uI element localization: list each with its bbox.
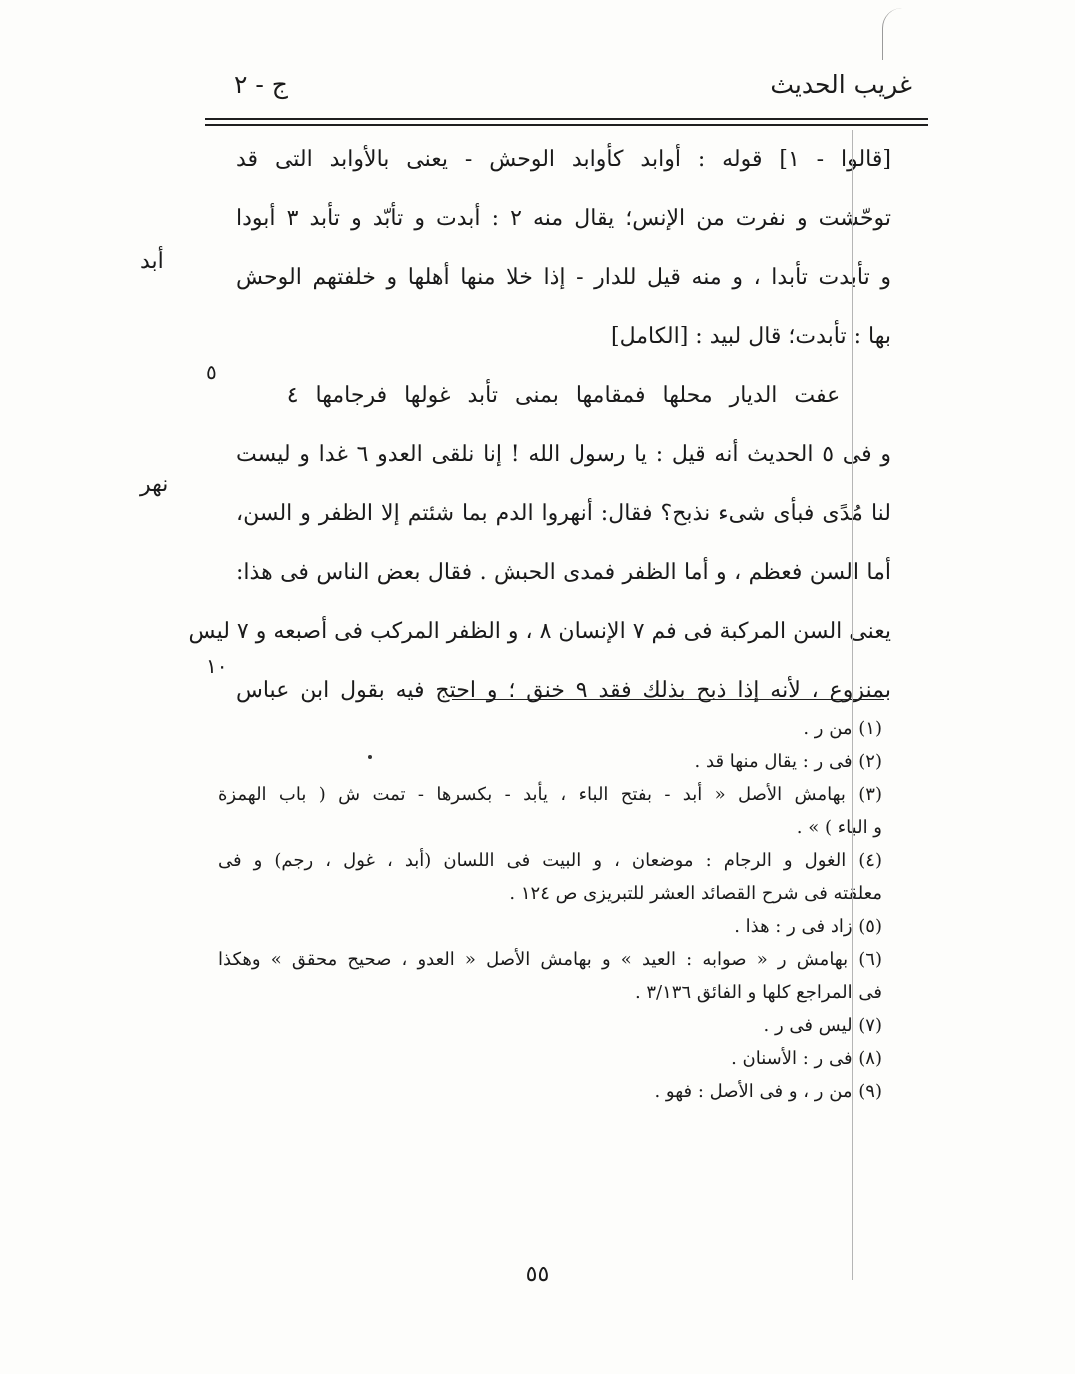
poem-verse: عفت الديار محلها فمقامها بمنى تأبد غولها فرجامها ٤ bbox=[286, 383, 841, 408]
footnote: (٩) من ر ، و فى الأصل : فهو . bbox=[654, 1081, 882, 1102]
running-header bbox=[200, 58, 920, 108]
footnote: (١) من ر . bbox=[803, 718, 882, 739]
page-crease bbox=[882, 8, 903, 60]
footnote-continuation: معلقته فى شرح القصائد العشر للتبريزى ص ١٢٤ . bbox=[509, 883, 882, 904]
text-line: و تأبدت تأبدا ، و منه قيل للدار - إذا خلا منها أهلها و خلفتهم الوحش bbox=[236, 265, 891, 290]
header-rule-bottom bbox=[205, 124, 928, 126]
margin-keyword-abad: أبد bbox=[140, 249, 164, 274]
footnote: (٨) فى ر : الأسنان . bbox=[731, 1048, 882, 1069]
header-rule-top bbox=[205, 118, 928, 120]
text-line: أما السن فعظم ، و أما الظفر فمدى الحبش . فقال بعض الناس فى هذا: bbox=[236, 560, 891, 585]
footnote: (٥) زاد فى ر : هذا . bbox=[734, 916, 882, 937]
footnote: (٦) بهامش ر « صوابه : العيد » و بهامش الأصل « العدو ، صحيح محقق » وهكذا bbox=[218, 949, 882, 970]
text-line: [قالوا - ١] قوله : أوابد كأوابد الوحش - يعنى بالأوابد التى قد bbox=[236, 147, 891, 172]
book-title: غريب الحديث bbox=[770, 70, 912, 99]
text-line: و فى ٥ الحديث أنه قيل : يا رسول الله ! إنا نلقى العدو ٦ غدا و ليست bbox=[236, 442, 891, 467]
footnote-continuation: و الباء ) » . bbox=[796, 817, 882, 838]
text-line: بمنزوع ، لأنه إذا ذبح بذلك فقد ٩ خنق ؛ و احتج فيه بقول ابن عباس bbox=[236, 678, 892, 703]
binding-line bbox=[852, 130, 853, 1280]
footnote: (٧) ليس فى ر . bbox=[763, 1015, 882, 1036]
footnote: (٣) بهامش الأصل « أبد - بفتح الباء ، يأبد - بكسرها - تمت ش ( باب الهمزة bbox=[218, 784, 882, 805]
page-number: ٥٥ bbox=[525, 1262, 550, 1287]
text-line: بها : تأبدت؛ قال لبيد : [الكامل] bbox=[611, 324, 891, 349]
text-line: لنا مُدًى فبأى شىء نذبح؟ فقال: أنهروا الدم بما شئتم إلا الظفر و السن، bbox=[236, 501, 891, 526]
text-line: توحّشت و نفرت من الإنس؛ يقال منه ٢ : أبدت و تأبّد و تأبد ٣ أبودا bbox=[236, 206, 891, 231]
ink-speck bbox=[368, 755, 372, 759]
line-number-10: ١٠ bbox=[206, 654, 228, 678]
footnote-continuation: فى المراجع كلها و الفائق ٣/١٣٦ . bbox=[634, 982, 882, 1003]
text-line: يعنى السن المركبة فى فم ٧ الإنسان ٨ ، و الظفر المركب فى أصبعه و ٧ ليس bbox=[188, 619, 891, 644]
footnote: (٢) فى ر : يقال منها قد . bbox=[694, 751, 882, 772]
volume-label: ج - ٢ bbox=[234, 70, 288, 99]
footnotes bbox=[218, 712, 882, 1108]
margin-keyword-nahar: نهر bbox=[140, 472, 169, 497]
line-number-5: ٥ bbox=[206, 360, 217, 384]
footnote-separator bbox=[452, 699, 884, 700]
footnote: (٤) الغول و الرجام : موضعان ، و البيت فى اللسان (أبد ، غول ، رجم) و فى bbox=[218, 850, 882, 871]
